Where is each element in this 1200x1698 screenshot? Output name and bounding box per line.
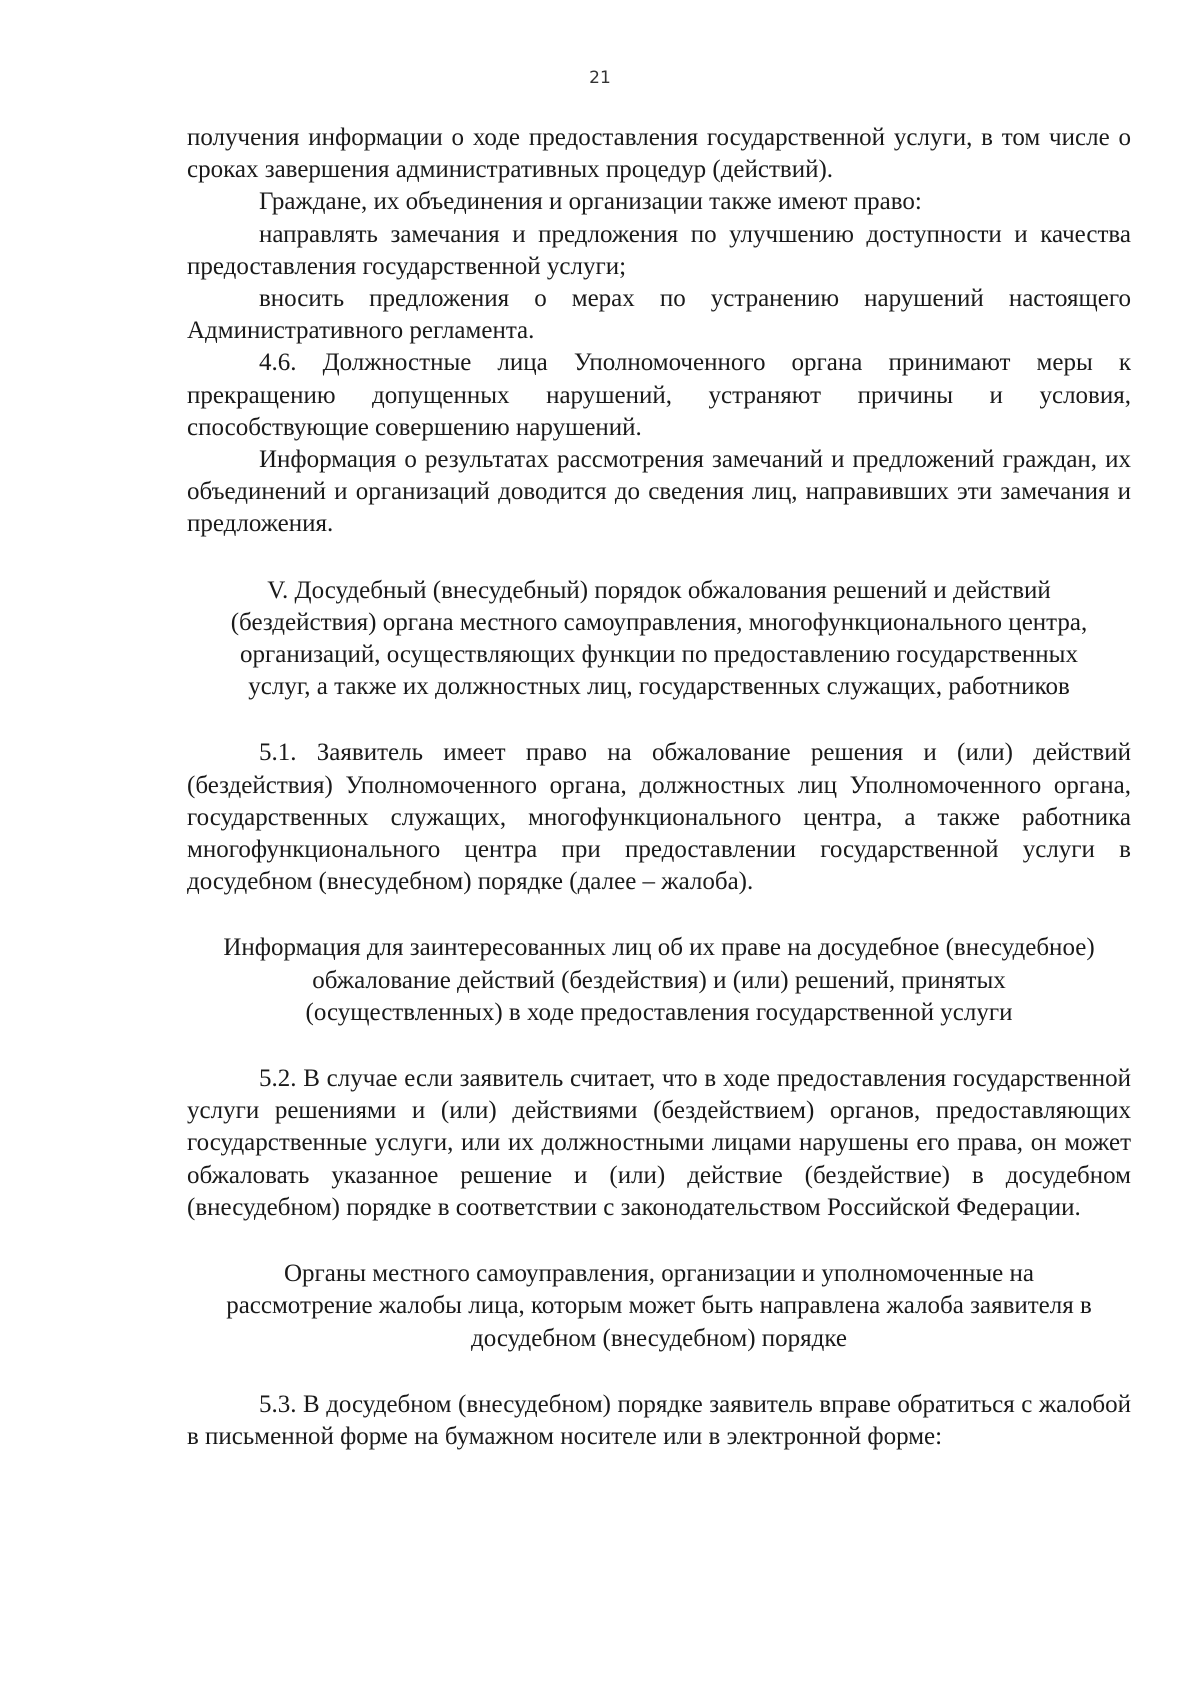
paragraph: вносить предложения о мерах по устранению нарушений настоящего Административного регламента. (187, 285, 1131, 345)
paragraph: 4.6. Должностные лица Уполномоченного органа принимают меры к прекращению допущенных нарушений, устраняют причины и условия, способствующие совершению нарушений. (187, 349, 1131, 441)
paragraph: 5.2. В случае если заявитель считает, что в ходе предоставления государственной услуги решениями и (или) действиями (бездействием) органов, предоставляющих государственные услуги, или их должностными лицами нарушены его права, он может обжаловать указанное решение и (или) действие (бездействие) в досудебном (внесудебном) порядке в соответствии с законодательством Российской Федерации. (187, 1065, 1131, 1221)
paragraph: 5.3. В досудебном (внесудебном) порядке заявитель вправе обратиться с жалобой в письменной форме на бумажном носителе или в электронной форме: (187, 1390, 1131, 1450)
section-heading: V. Досудебный (внесудебный) порядок обжалования решений и действий (бездействия) органа местного самоуправления, многофункционального центра, организаций, осуществляющих функции по предоставлению государственных услуг, а также их должностных лиц, государственных служащих, работников (230, 576, 1088, 701)
document-body (187, 122, 1131, 1453)
page-number: 21 (589, 68, 611, 88)
paragraph: Информация о результатах рассмотрения замечаний и предложений граждан, их объединений и организаций доводится до сведения лиц, направивших эти замечания и предложения. (187, 446, 1131, 538)
paragraph: Граждане, их объединения и организации также имеют право: (259, 188, 922, 216)
paragraph: получения информации о ходе предоставления государственной услуги, в том числе о сроках завершения административных процедур (действий). (187, 124, 1131, 184)
subsection-heading: Информация для заинтересованных лиц об их праве на досудебное (внесудебное) обжалование действий (бездействия) и (или) решений, принятых (осуществленных) в ходе предоставления государственной услуги (223, 934, 1095, 1026)
subsection-heading: Органы местного самоуправления, организации и уполномоченные на рассмотрение жалобы лица, которым может быть направлена жалоба заявителя в досудебном (внесудебном) порядке (226, 1260, 1092, 1352)
paragraph: направлять замечания и предложения по улучшению доступности и качества предоставления государственной услуги; (187, 220, 1131, 280)
paragraph: 5.1. Заявитель имеет право на обжалование решения и (или) действий (бездействия) Уполномоченного органа, должностных лиц Уполномоченного органа, государственных служащих, многофункционального центра, а также работника многофункционального центра при предоставлении государственной услуги в досудебном (внесудебном) порядке (далее – жалоба). (187, 739, 1131, 896)
